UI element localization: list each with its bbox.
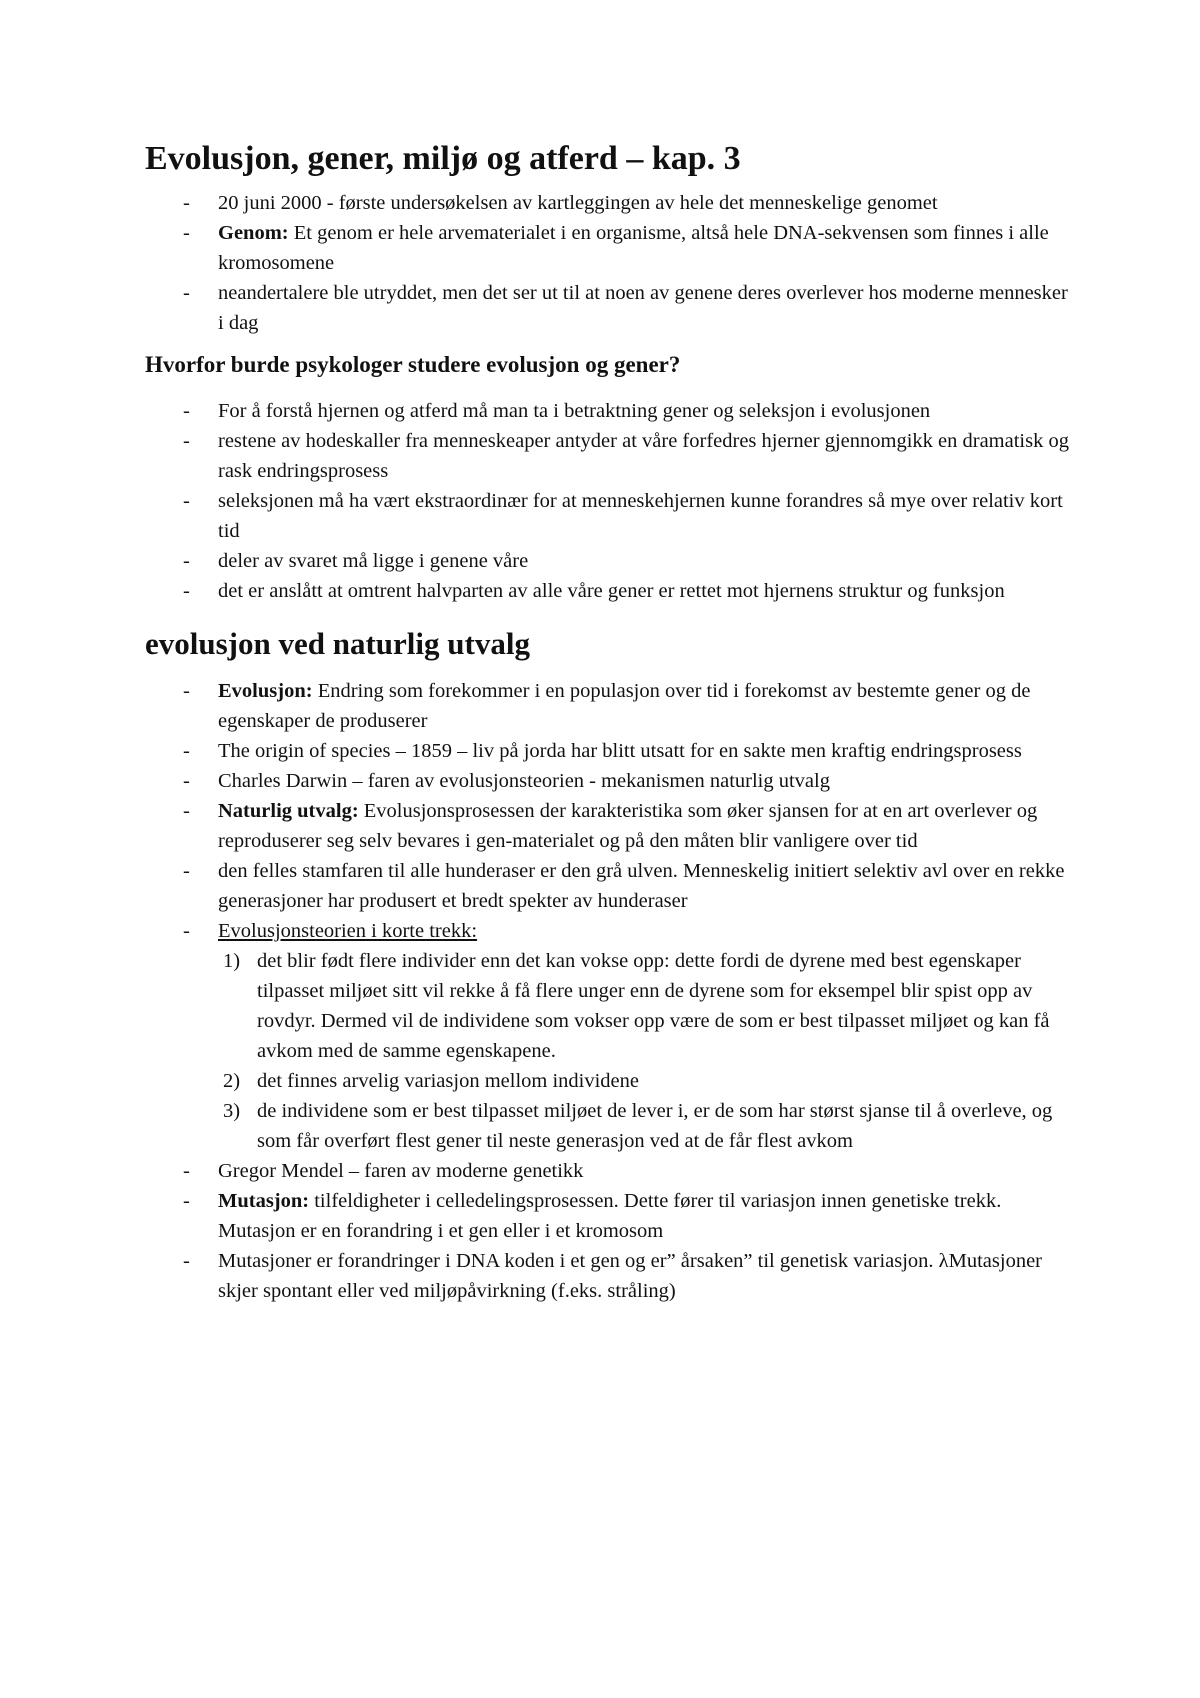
why-list xyxy=(145,396,1075,606)
term-genom: Genom: xyxy=(218,222,289,244)
item-text: neandertalere ble utryddet, men det ser ut til at noen av genene deres overlever hos moderne mennesker i dag xyxy=(218,282,1068,334)
item-text: de individene som er best tilpasset miljøet de lever i, er de som har størst sjanse til å overleve, og som får overført flest gener til neste generasjon ved at de får flest avkom xyxy=(257,1100,1053,1152)
theory-item xyxy=(145,1096,1075,1156)
item-text: Endring som forekommer i en populasjon over tid i forekomst av bestemte gener og de egenskaper de produserer xyxy=(218,680,1031,732)
item-text: det finnes arvelig variasjon mellom individene xyxy=(257,1070,639,1092)
evolution-list xyxy=(145,676,1075,1306)
intro-list xyxy=(145,188,1075,338)
section-heading: evolusjon ved naturlig utvalg xyxy=(145,626,530,661)
list-item: - det er anslått at omtrent halvparten av alle våre gener er rettet mot hjernens struktur og funksjon xyxy=(145,576,1075,606)
item-text: 20 juni 2000 - første undersøkelsen av kartleggingen av hele det menneskelige genomet xyxy=(218,192,938,214)
list-item xyxy=(145,188,1075,218)
item-text: tilfeldigheter i celledelingsprosessen. Dette fører til variasjon innen genetiske trekk. Mutasjon er en forandring i et gen eller i et kromosom xyxy=(218,1190,1002,1242)
theory-list xyxy=(145,946,1075,1156)
theory-item xyxy=(145,1066,1075,1096)
list-item: - Gregor Mendel – faren av moderne genetikk xyxy=(145,1156,1075,1186)
item-number: 2) xyxy=(223,1070,241,1092)
item-text: Et genom er hele arvematerialet i en organisme, altså hele DNA-sekvensen som finnes i alle kromosomene xyxy=(218,222,1049,274)
list-item: - restene av hodeskaller fra menneskeaper antyder at våre forfedres hjerner gjennomgikk en dramatisk og rask endringsprosess xyxy=(145,426,1075,486)
list-item: - den felles stamfaren til alle hunderaser er den grå ulven. Menneskelig initiert selektiv avl over en rekke generasjoner har produsert et bredt spekter av hunderaser xyxy=(145,856,1075,916)
page-title: Evolusjon, gener, miljø og atferd – kap. 3 xyxy=(145,140,741,177)
theory-subheading: Evolusjonsteorien i korte trekk: xyxy=(218,920,478,942)
list-item xyxy=(145,1186,1075,1246)
list-item: - deler av svaret må ligge i genene våre xyxy=(145,546,1075,576)
list-item: - seleksjonen må ha vært ekstraordinær for at menneskehjernen kunne forandres så mye over relativ kort tid xyxy=(145,486,1075,546)
theory-item xyxy=(145,946,1075,1066)
list-item xyxy=(145,278,1075,338)
item-text: det blir født flere individer enn det kan vokse opp: dette fordi de dyrene med best egenskaper tilpasset miljøet sitt vil rekke å få flere unger enn de dyrene som for eksempel blir spist opp av rovdyr. Dermed vil de individene som vokser opp være de som er best tilpasset miljøet og kan få avkom med de samme egenskapene. xyxy=(257,950,1050,1062)
list-item xyxy=(145,676,1075,736)
list-item xyxy=(145,916,1075,1156)
term-naturlig-utvalg: Naturlig utvalg: xyxy=(218,800,359,822)
item-number: 1) xyxy=(223,950,241,972)
list-item: - Charles Darwin – faren av evolusjonsteorien - mekanismen naturlig utvalg xyxy=(145,766,1075,796)
item-text: Evolusjonsprosessen der karakteristika som øker sjansen for at en art overlever og reproduserer seg selv bevares i gen-materialet og på den måten blir vanligere over tid xyxy=(218,800,1038,852)
list-item: - For å forstå hjernen og atferd må man ta i betraktning gener og seleksjon i evolusjonen xyxy=(145,396,1075,426)
document-page xyxy=(145,140,1075,1306)
list-item: - The origin of species – 1859 – liv på jorda har blitt utsatt for en sakte men kraftig endringsprosess xyxy=(145,736,1075,766)
item-number: 3) xyxy=(223,1100,241,1122)
term-mutasjon: Mutasjon: xyxy=(218,1190,310,1212)
list-item xyxy=(145,796,1075,856)
list-item: - Mutasjoner er forandringer i DNA koden i et gen og er” årsaken” til genetisk variasjon. λMutasjoner skjer spontant eller ved miljøpåvirkning (f.eks. stråling) xyxy=(145,1246,1075,1306)
question-heading: Hvorfor burde psykologer studere evolusjon og gener? xyxy=(145,352,681,377)
list-item xyxy=(145,218,1075,278)
term-evolusjon: Evolusjon: xyxy=(218,680,313,702)
